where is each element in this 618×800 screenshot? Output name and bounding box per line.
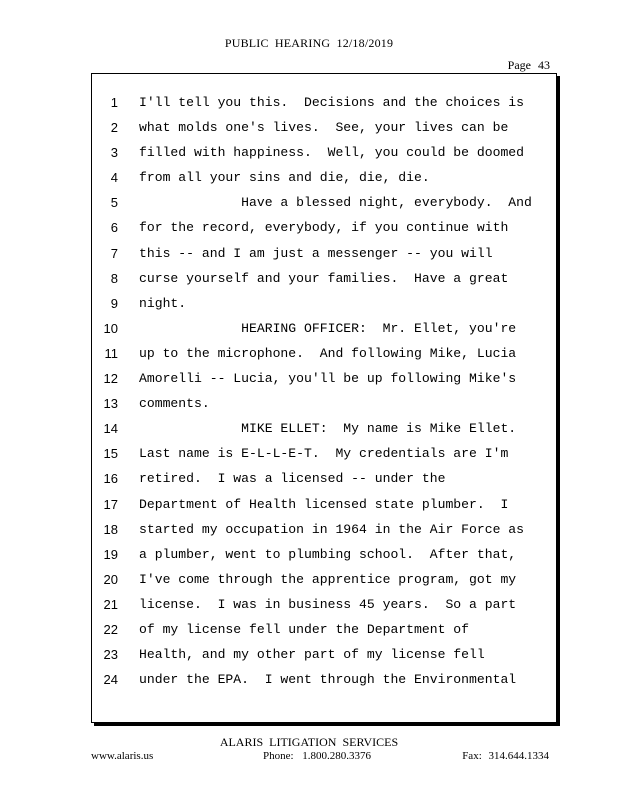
line-text: license. I was in business 45 years. So a part (139, 596, 517, 612)
line-number: 4 (110, 170, 118, 186)
line-number: 5 (110, 195, 118, 211)
transcript-line (92, 466, 556, 491)
footer-phone: Phone: 1.800.280.3376 (263, 750, 372, 762)
line-number: 24 (103, 672, 118, 688)
line-text: MIKE ELLET: My name is Mike Ellet. (139, 421, 517, 437)
line-text: filled with happiness. Well, you could be doomed (139, 145, 525, 161)
transcript-line (92, 617, 556, 642)
line-text: retired. I was a licensed -- under the (139, 471, 446, 487)
line-number: 20 (103, 571, 118, 587)
line-number: 12 (103, 371, 118, 387)
line-text: Have a blessed night, everybody. And (139, 195, 532, 211)
line-number: 2 (110, 120, 118, 136)
line-text: under the EPA. I went through the Environmental (139, 672, 517, 688)
line-number: 7 (110, 245, 118, 261)
transcript-line (92, 266, 556, 291)
line-number: 17 (103, 496, 118, 512)
line-text: Department of Health licensed state plumber. I (139, 496, 509, 512)
transcript-line (92, 115, 556, 140)
line-text: this -- and I am just a messenger -- you will (139, 245, 493, 261)
document-header-title: PUBLIC HEARING 12/18/2019 (224, 36, 394, 50)
line-text: night. (139, 295, 187, 311)
line-number: 23 (103, 647, 118, 663)
line-number: 19 (103, 546, 118, 562)
transcript-line (92, 366, 556, 391)
line-text: a plumber, went to plumbing school. After that, (139, 546, 517, 562)
transcript-line (92, 215, 556, 240)
footer-website: www.alaris.us (91, 750, 154, 762)
transcript-line (92, 567, 556, 592)
footer-contact-row (91, 750, 549, 766)
transcript-line (92, 391, 556, 416)
transcript-line (92, 90, 556, 115)
line-text: for the record, everybody, if you continue with (139, 220, 509, 236)
transcript-line (92, 517, 556, 542)
line-number: 3 (110, 145, 118, 161)
line-text: up to the microphone. And following Mike, Lucia (139, 345, 517, 361)
transcript-line (92, 592, 556, 617)
transcript-lines (92, 90, 556, 692)
transcript-line (92, 492, 556, 517)
transcript-line (92, 416, 556, 441)
line-text: of my license fell under the Department of (139, 621, 470, 637)
line-text: started my occupation in 1964 in the Air Force as (139, 521, 525, 537)
transcript-line (92, 542, 556, 567)
footer-company-name: ALARIS LITIGATION SERVICES (219, 735, 399, 749)
transcript-line (92, 642, 556, 667)
line-text: HEARING OFFICER: Mr. Ellet, you're (139, 320, 517, 336)
transcript-line (92, 241, 556, 266)
line-text: I've come through the apprentice program, got my (139, 571, 517, 587)
line-number: 6 (110, 220, 118, 236)
line-text: curse yourself and your families. Have a great (139, 270, 509, 286)
page-number: Page 43 (507, 58, 550, 72)
transcript-line (92, 316, 556, 341)
line-number: 10 (103, 320, 118, 336)
transcript-line (92, 341, 556, 366)
footer-fax: Fax: 314.644.1334 (462, 750, 549, 762)
line-number: 15 (103, 446, 118, 462)
line-number: 16 (103, 471, 118, 487)
line-number: 14 (103, 421, 118, 437)
transcript-line (92, 140, 556, 165)
line-text: what molds one's lives. See, your lives can be (139, 120, 509, 136)
line-number: 8 (110, 270, 118, 286)
line-text: I'll tell you this. Decisions and the choices is (139, 95, 525, 110)
line-text: Amorelli -- Lucia, you'll be up following Mike's (139, 371, 517, 387)
line-number: 11 (104, 345, 118, 361)
line-number: 18 (103, 521, 118, 537)
line-text: from all your sins and die, die, die. (139, 170, 430, 186)
transcript-line (92, 165, 556, 190)
transcript-line (92, 190, 556, 215)
transcript-page-frame (91, 73, 557, 723)
line-text: comments. (139, 396, 210, 412)
line-number: 1 (110, 95, 118, 110)
transcript-line (92, 291, 556, 316)
line-number: 22 (103, 621, 118, 637)
line-number: 13 (103, 396, 118, 412)
line-number: 21 (103, 596, 118, 612)
line-number: 9 (110, 295, 118, 311)
line-text: Health, and my other part of my license fell (139, 647, 485, 663)
line-text: Last name is E-L-L-E-T. My credentials are I'm (139, 446, 509, 462)
transcript-line (92, 441, 556, 466)
transcript-line (92, 667, 556, 692)
